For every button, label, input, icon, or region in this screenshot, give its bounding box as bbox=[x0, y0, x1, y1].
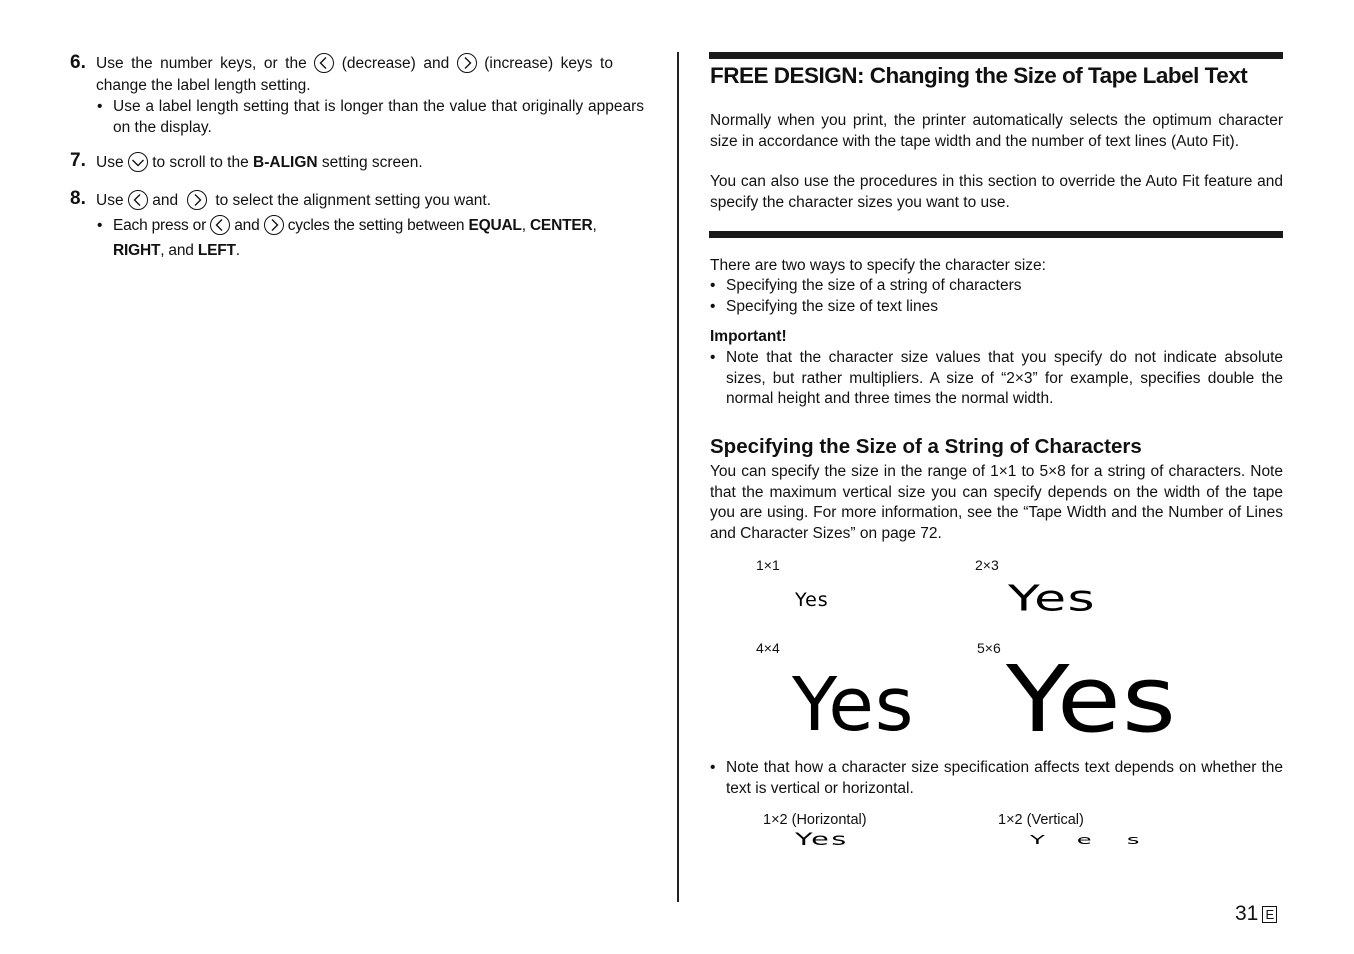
page-title: FREE DESIGN: Changing the Size of Tape Label Text bbox=[710, 63, 1248, 88]
page-number: 31 E bbox=[1235, 902, 1277, 926]
orientation-note: • Note that how a character size specification affects text depends on whether the text is vertical or horizontal. bbox=[726, 758, 1283, 799]
step-6-bullet: • Use a label length setting that is longer than the value that originally appears on the display. bbox=[113, 97, 644, 138]
step-7-line: Use to scroll to the B-ALIGN setting screen. bbox=[96, 154, 423, 171]
sub-paragraph: You can specify the size in the range of 1×1 to 5×8 for a string of characters. Note that the maximum vertical size you can specify depends on the width of the tape you are using. For more information, see the “Tape Width and the Number of Lines and Character Sizes” on page 72. bbox=[710, 463, 1283, 542]
orient-yes-horizontal: Yes bbox=[795, 829, 849, 850]
sample-yes-2x3: Yes bbox=[1008, 578, 1096, 620]
sample-label-1x1: 1×1 bbox=[756, 557, 780, 573]
sample-label-5x6: 5×6 bbox=[977, 640, 1001, 656]
ways-item-1: • Specifying the size of a string of characters bbox=[726, 276, 1022, 297]
step-6-number: 6. bbox=[70, 52, 86, 73]
intro-paragraph-1: Normally when you print, the printer automatically selects the optimum character size in accordance with the tape width and the number of text lines (Auto Fit). bbox=[710, 112, 1283, 150]
sample-yes-1x1: Yes bbox=[795, 589, 829, 611]
ways-item-2: • Specifying the size of text lines bbox=[726, 297, 938, 318]
column-divider bbox=[677, 52, 679, 902]
sub-heading: Specifying the Size of a String of Characters bbox=[710, 435, 1142, 458]
section-rule bbox=[709, 231, 1283, 238]
sample-label-4x4: 4×4 bbox=[756, 640, 780, 656]
important-note: • Note that the character size values that you specify do not indicate absolute sizes, but rather multipliers. A size of “2×3” for example, specifies double the normal height and three times the normal width. bbox=[726, 348, 1283, 410]
intro-paragraph-2: You can also use the procedures in this section to override the Auto Fit feature and specify the character sizes you want to use. bbox=[710, 173, 1283, 211]
chevron-right-icon bbox=[187, 190, 207, 210]
step-8-number: 8. bbox=[70, 188, 86, 209]
chevron-left-icon bbox=[210, 215, 230, 235]
orient-yes-vertical: Yes bbox=[1030, 833, 1175, 848]
sample-yes-4x4: Yes bbox=[792, 662, 915, 748]
step-6-line2: change the label length setting. bbox=[96, 77, 311, 94]
language-badge: E bbox=[1262, 906, 1277, 923]
chevron-right-icon bbox=[264, 215, 284, 235]
step-8-line: Use and to select the alignment setting you want. bbox=[96, 192, 492, 209]
title-rule bbox=[709, 52, 1283, 59]
chevron-left-icon bbox=[314, 53, 334, 73]
step-8-bullet: • Each press or and cycles the setting between EQUAL, CENTER, RIGHT, and LEFT. bbox=[113, 213, 648, 263]
sample-yes-5x6: Yes bbox=[1006, 646, 1178, 753]
orient-label-horizontal: 1×2 (Horizontal) bbox=[763, 812, 867, 828]
sample-label-2x3: 2×3 bbox=[975, 557, 999, 573]
chevron-down-icon bbox=[128, 152, 148, 172]
important-label: Important! bbox=[710, 328, 787, 345]
chevron-right-icon bbox=[457, 53, 477, 73]
chevron-left-icon bbox=[128, 190, 148, 210]
ways-intro: There are two ways to specify the character size: bbox=[710, 257, 1046, 274]
step-7-number: 7. bbox=[70, 150, 86, 171]
step-6-line1: Use the number keys, or the (decrease) and (increase) keys to bbox=[96, 55, 613, 72]
orient-label-vertical: 1×2 (Vertical) bbox=[998, 812, 1084, 828]
